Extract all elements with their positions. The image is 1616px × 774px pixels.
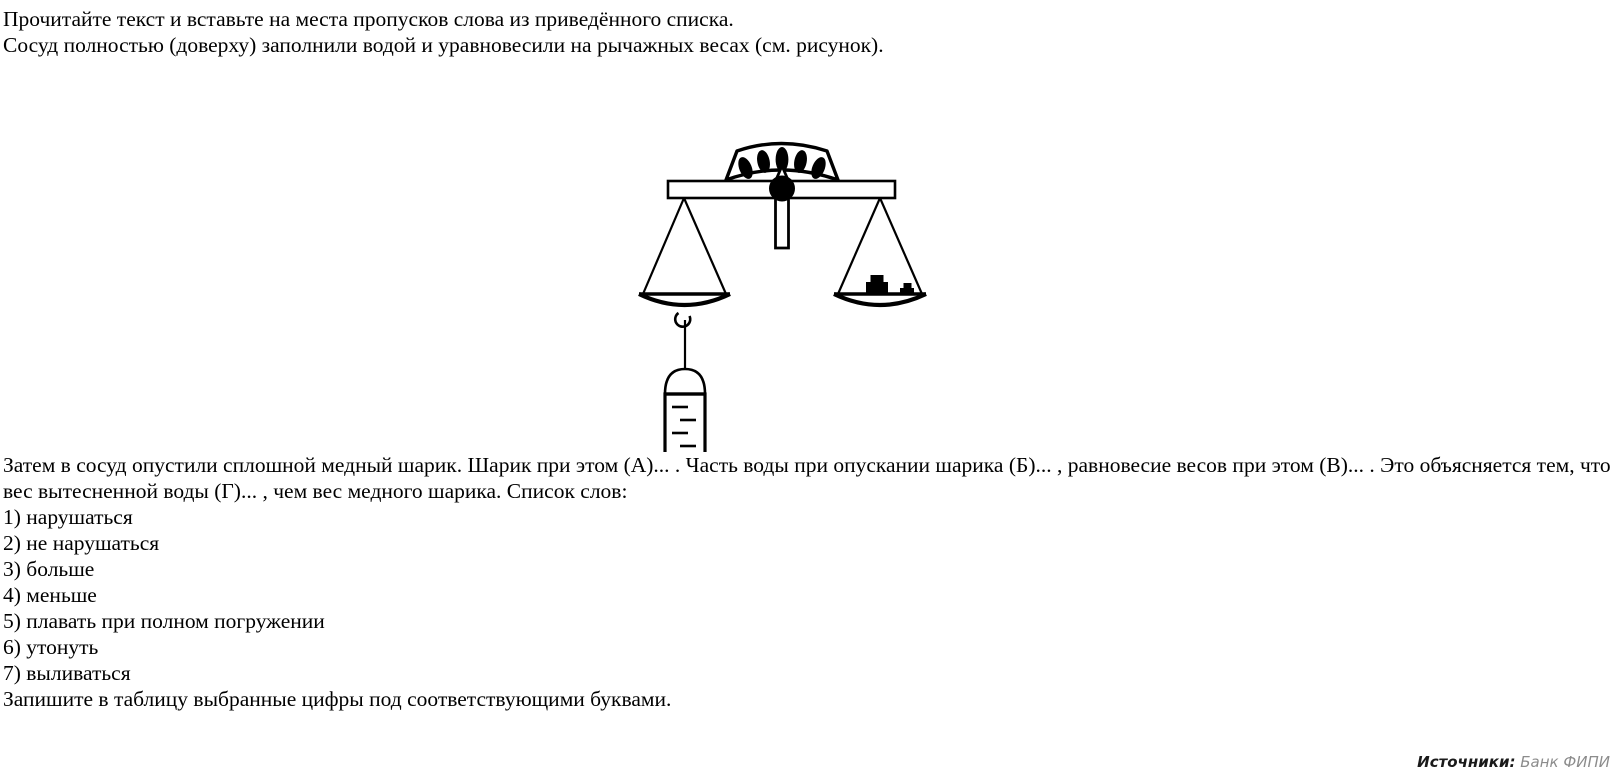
list-item: 3) больше: [3, 557, 95, 581]
task-paragraph: Затем в сосуд опустили сплошной медный шарик. Шарик при этом (А)... . Часть воды при опускании шарика (Б)... , равновесие весов при этом (В)... . Это объясняется тем, что вес вытесненной воды (Г)... , чем вес медного шарика. Список слов:: [3, 453, 1611, 503]
word-list: [3, 504, 1613, 686]
list-item: 1) нарушаться: [3, 505, 133, 529]
list-item: 7) выливаться: [3, 661, 131, 685]
water-vessel: [665, 369, 705, 452]
left-pan: [639, 198, 730, 305]
source-label: Источники:: [1417, 753, 1516, 771]
intro-line-2: Сосуд полностью (доверху) заполнили водой и уравновесили на рычажных весах (см. рисунок).: [3, 33, 884, 57]
balance-scale-diagram: [0, 62, 1616, 452]
intro-line-1: Прочитайте текст и вставьте на места пропусков слова из приведённого списка.: [3, 7, 734, 31]
weight-large: [866, 275, 888, 294]
balance-scale-figure: [0, 62, 1616, 452]
source-value: Банк ФИПИ: [1520, 753, 1610, 771]
closing-instruction: Запишите в таблицу выбранные цифры под соответствующими буквами.: [3, 687, 672, 711]
weight-small: [900, 283, 914, 294]
list-item: 4) меньше: [3, 583, 97, 607]
weights: [866, 275, 914, 294]
list-item: 2) не нарушаться: [3, 531, 160, 555]
list-item: 6) утонуть: [3, 635, 99, 659]
list-item: 5) плавать при полном погружении: [3, 609, 325, 633]
hook-icon: [675, 313, 690, 374]
source-attribution: [1417, 753, 1610, 771]
body-text-block: [3, 452, 1613, 712]
fulcrum-pivot: [769, 176, 795, 202]
intro-text-block: [3, 6, 884, 58]
